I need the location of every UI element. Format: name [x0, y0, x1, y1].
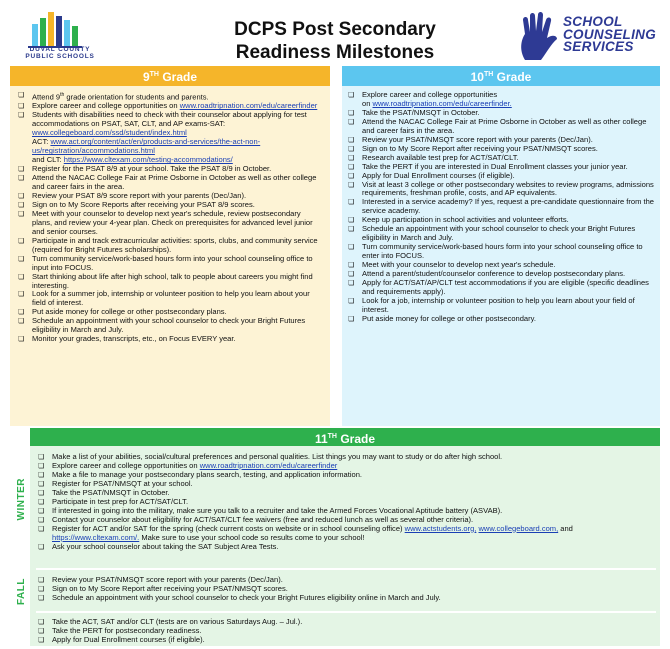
- section-divider: [36, 568, 656, 570]
- checklist-item: [18, 255, 320, 273]
- item-text: Schedule an appointment with your school counselor to check your Bright Futures eligibility in March and July.: [362, 224, 636, 243]
- checklist-item: [18, 174, 320, 192]
- item-text: Review your PSAT 8/9 score report with your parents (Dec/Jan).: [32, 191, 247, 200]
- item-text: Make a file to manage your postsecondary plans search, testing, and application information.: [52, 469, 363, 479]
- item-text: Attend the NACAC College Fair at Prime Osborne in October as well as other college and career fairs in the area.: [32, 173, 317, 192]
- checklist-item: [348, 198, 654, 216]
- item-text: Apply for Dual Enrollment courses (if eligible).: [52, 634, 205, 644]
- checklist-item: [18, 335, 320, 344]
- resource-link[interactable]: https://www.cltexam.com/.: [52, 532, 140, 542]
- checklist-item: [38, 525, 656, 543]
- item-text: Take the PSAT/NMSQT in October.: [362, 107, 480, 117]
- item-text: Explore career and college opportunities: [362, 90, 498, 99]
- page-title: DCPS Post Secondary Readiness Milestones: [234, 19, 436, 63]
- item-text: Review your PSAT/NMSQT score report with your parents (Dec/Jan).: [362, 134, 593, 144]
- item-text: Meet with your counselor to develop next year's schedule.: [362, 260, 556, 270]
- winter-label: WINTER: [16, 478, 27, 521]
- checklist-item: [348, 91, 654, 109]
- grade10-header: 10TH Grade: [342, 66, 660, 86]
- item-text: and CLT:: [32, 155, 64, 165]
- item-text: Look for a job, internship or volunteer position to help you learn about your field of interest.: [362, 295, 635, 314]
- item-text: Turn community service/work-based hours form into your school counseling office to enter into FOCUS.: [362, 242, 643, 261]
- item-text: Schedule an appointment with your school counselor to check your Bright Futures eligibility in March and July.: [32, 316, 306, 335]
- resource-link[interactable]: www.act.org/content/act/en/products-and-services/the-act-non-us/registration/accommodations.html: [32, 137, 261, 156]
- grade11-fall-checklist: [38, 576, 656, 603]
- item-text: Make a list of your abilities, social/cultural preferences and personal qualities. List things you may want to study or do after high school.: [52, 452, 503, 461]
- item-text: Schedule an appointment with your school counselor to check your Bright Futures eligibility online in March and July.: [52, 592, 441, 602]
- checklist-item: [38, 543, 656, 552]
- item-text: Put aside money for college or other postsecondary.: [362, 313, 536, 323]
- school-counseling-logo: [515, 10, 665, 66]
- item-text: Take the PERT for postsecondary readiness.: [52, 625, 202, 635]
- resource-link[interactable]: www.roadtripnation.com/edu/careerfinder.: [372, 98, 512, 108]
- item-text: Participate in and track extracurricular activities: sports, clubs, and community service (required for Bright Futures scholarships).: [32, 235, 318, 254]
- item-text: Meet with your counselor to develop next year's schedule, review postsecondary plans, and review your 4-year plan. Check on prerequisites for advanced level junior and senior courses.: [32, 208, 313, 236]
- item-text: Keep up participation in school activities and volunteer efforts.: [362, 215, 569, 225]
- item-text: If interested in going into the military, make sure you talk to a recruiter and take the Armed Forces Vocational Aptitude battery (ASVAB).: [52, 505, 503, 515]
- resource-link[interactable]: www.collegeboard.com,: [478, 523, 559, 533]
- item-text: Attend 9: [32, 92, 61, 102]
- resource-link[interactable]: www.roadtripnation.com/edu/careerfinder: [179, 101, 318, 111]
- item-text: Attend the NACAC College Fair at Prime Osborne in October as well as other college and career fairs in the area.: [362, 116, 647, 135]
- handprint-icon: [515, 10, 563, 66]
- checklist-item: [18, 317, 320, 335]
- item-text: Sign on to My Score Report after receiving your PSAT/NMSQT scores.: [52, 583, 288, 593]
- checklist-item: [18, 273, 320, 291]
- grade9-header: 9TH Grade: [10, 66, 330, 86]
- ordinal-suffix: th: [60, 92, 65, 98]
- checklist-item: [18, 290, 320, 308]
- resource-link[interactable]: https://www.cltexam.com/testing-accommodations/: [63, 155, 233, 165]
- item-text: and: [558, 523, 573, 533]
- item-text: Attend a parent/student/counselor conference to develop postsecondary plans.: [362, 269, 626, 279]
- checklist-item: [38, 594, 656, 603]
- item-text: Explore career and college opportunities on: [32, 101, 180, 111]
- item-text: Turn community service/work-based hours form into your school counseling office to input into FOCUS.: [32, 253, 313, 272]
- checklist-item: [348, 243, 654, 261]
- item-text: Research available test prep for ACT/SAT/CLT.: [362, 152, 519, 162]
- item-text: Take the ACT, SAT and/or CLT (tests are on various Saturdays Aug. – Jul.).: [52, 617, 303, 626]
- item-text: Sign on to My Score Report after receiving your PSAT/NMSQT scores.: [362, 143, 598, 153]
- item-text: Explore career and college opportunities on: [52, 460, 200, 470]
- resource-link[interactable]: www.actstudents.org,: [404, 523, 477, 533]
- item-text: Register for ACT and/or SAT for the spring (check current costs on website or in school counseling office): [52, 523, 405, 533]
- item-text: Register for PSAT/NMSQT at your school.: [52, 478, 193, 488]
- resource-link[interactable]: www.collegeboard.com/ssd/student/index.html: [32, 128, 187, 138]
- item-text: Review your PSAT/NMSQT score report with your parents (Dec/Jan).: [52, 575, 283, 584]
- item-text: ACT:: [32, 137, 51, 147]
- item-text: Contact your counselor about eligibility for ACT/SAT/CLT fee waivers (free and reduced lunch as well as several other criteria).: [52, 514, 474, 524]
- checklist-item: [348, 315, 654, 324]
- item-text: Visit at least 3 college or other postsecondary websites to review programs, admissions requirements, freshman profile, costs, and AP equivalents.: [362, 179, 654, 198]
- item-text: Participate in test prep for ACT/SAT/CLT.: [52, 496, 189, 506]
- grade11-winter-checklist: [38, 453, 656, 551]
- checklist-item: [348, 297, 654, 315]
- checklist-item: [18, 111, 320, 165]
- item-text: Look for a summer job, internship or volunteer position to help you learn about your field of interest.: [32, 289, 310, 308]
- checklist-item: [38, 636, 656, 645]
- item-text: Apply for Dual Enrollment courses (if eligible).: [362, 170, 515, 180]
- item-text: Ask your school counselor about taking the SAT Subject Area Tests.: [52, 541, 279, 551]
- item-text: Students with disabilities need to check with their counselor about applying for test accommodations on PSAT, SAT, CLT, and AP exams-SAT:: [32, 110, 307, 129]
- checklist-item: [348, 181, 654, 199]
- resource-link[interactable]: www.roadtripnation.com/edu/careerfinder: [199, 460, 338, 470]
- grade11-header: 11TH Grade: [30, 428, 660, 446]
- item-text: Sign on to My Score Reports after receiving your PSAT 8/9 scores.: [32, 199, 255, 209]
- fall-label: FALL: [16, 578, 27, 605]
- item-text: Monitor your grades, transcripts, etc., on Focus EVERY year.: [32, 334, 236, 344]
- item-text: Register for the PSAT 8/9 at your school. Take the PSAT 8/9 in October.: [32, 164, 272, 174]
- item-text: Make sure to use your school code so results come to your school!: [139, 532, 365, 542]
- section-divider: [36, 611, 656, 613]
- district-name: DUVAL COUNTY PUBLIC SCHOOLS: [25, 46, 95, 60]
- grade11-extra-checklist: [38, 618, 656, 645]
- grade10-checklist: [348, 91, 654, 324]
- checklist-item: [348, 225, 654, 243]
- scs-wordmark: SCHOOL COUNSELING SERVICES: [563, 14, 657, 54]
- checklist-item: [348, 279, 654, 297]
- item-text: Apply for ACT/SAT/AP/CLT test accommodations if you are eligible (specific deadlines and requirements apply).: [362, 278, 649, 296]
- item-text: on: [362, 98, 373, 108]
- item-text: Take the PSAT/NMSQT in October.: [52, 487, 170, 497]
- item-text: Interested in a service academy? If yes, request a pre-candidate questionnaire from the service academy.: [362, 197, 654, 216]
- item-text: Start thinking about life after high school, talk to people about careers you might find interesting.: [32, 271, 313, 290]
- item-text: Put aside money for college or other postsecondary plans.: [32, 307, 227, 317]
- item-text: Take the PERT if you are interested in Dual Enrollment classes your junior year.: [362, 161, 628, 171]
- checklist-item: [18, 237, 320, 255]
- grade9-checklist: [18, 91, 320, 344]
- checklist-item: [348, 118, 654, 136]
- checklist-item: [18, 210, 320, 237]
- item-text: grade orientation for students and parents.: [64, 92, 209, 102]
